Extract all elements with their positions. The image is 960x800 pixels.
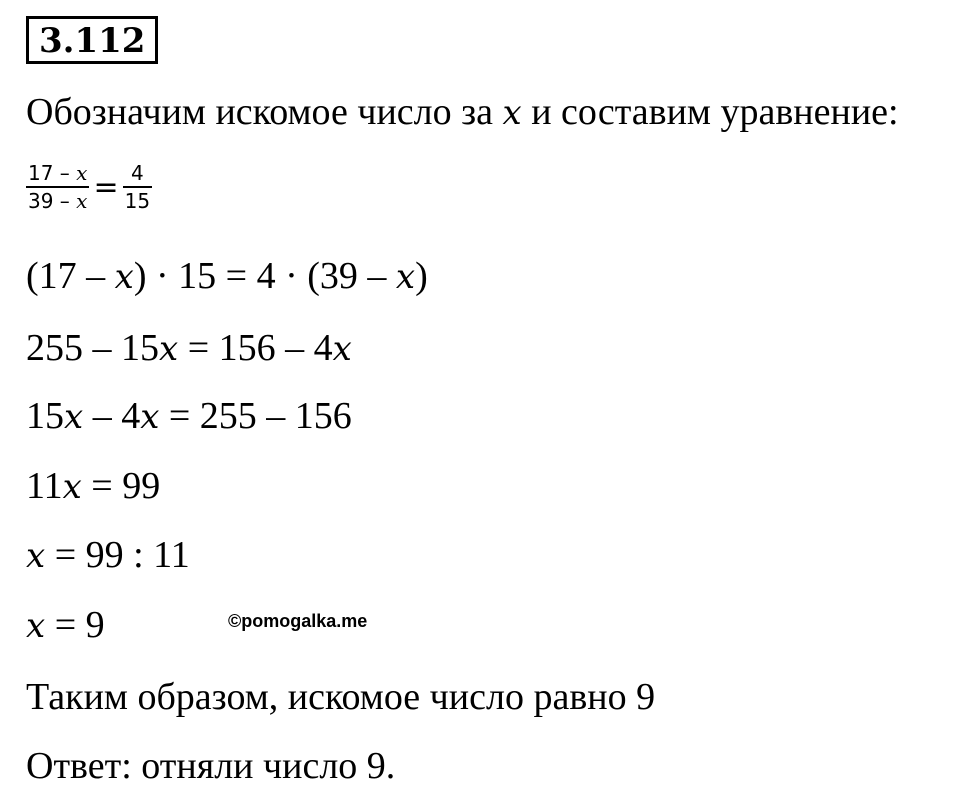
intro-variable: x [502,93,522,133]
step-line [26,326,352,371]
step-text: = 99 [81,465,161,507]
step-variable: x [62,467,82,507]
step-text: = 255 – 156 [159,395,352,437]
intro-text-after: и составим уравнение: [531,91,899,133]
step-variable: x [332,329,352,369]
right-fraction [123,160,152,214]
step-text: 255 – 15 [26,327,159,369]
step-line [26,533,190,578]
step-text: = 9 [45,604,105,646]
fraction-equation [26,160,152,214]
intro-text-before: Обозначим искомое число за [26,91,494,133]
left-numerator-text: 17 – [28,161,77,185]
left-numerator-var: x [76,161,88,185]
step-variable: x [114,257,134,297]
step-text: ) [415,255,428,297]
answer-line: Ответ: отняли число 9. [26,745,396,787]
equals-sign: = [93,169,119,205]
step-variable: x [26,606,46,646]
left-denominator [26,188,89,214]
step-variable: x [159,329,179,369]
left-numerator [26,160,89,186]
conclusion-line: Таким образом, искомое число равно 9 [26,676,656,718]
left-denominator-var: x [76,189,88,213]
right-denominator: 15 [124,189,151,213]
step-text: – 4 [83,395,141,437]
problem-number: 3.112 [26,16,158,64]
intro-line [26,90,899,135]
step-variable: x [26,536,46,576]
left-denominator-text: 39 – [28,189,77,213]
step-variable: x [64,397,84,437]
step-text: = 156 – 4 [178,327,333,369]
step-line [26,394,352,439]
step-line [26,464,160,509]
step-line [26,603,105,648]
left-fraction [26,160,89,214]
step-variable: x [140,397,160,437]
step-variable: x [395,257,416,297]
watermark: ©pomogalka.me [228,611,368,631]
step-text: ) · 15 = 4 · (39 – [133,255,396,297]
step-text: = 99 : 11 [45,534,190,576]
step-line [26,254,428,299]
step-text: (17 – [26,255,115,297]
step-text: 11 [26,465,63,507]
step-text: 15 [26,395,64,437]
right-numerator: 4 [130,161,144,185]
